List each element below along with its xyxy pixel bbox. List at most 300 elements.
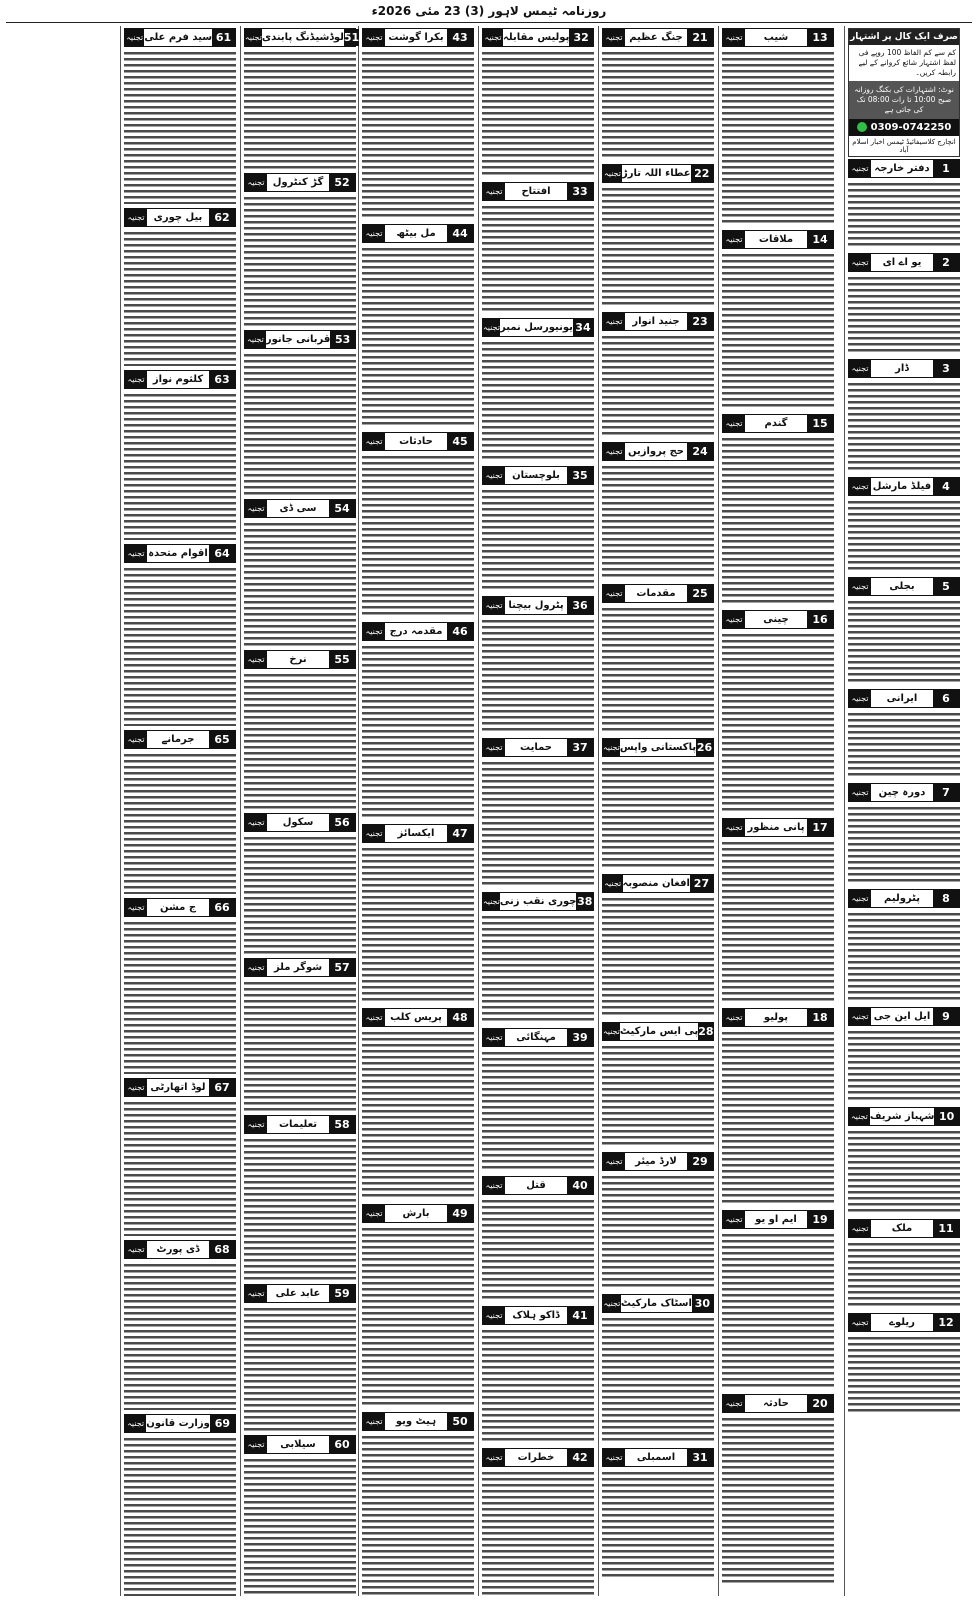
- masthead-date-line: روزنامہ ٹیمس لاہور (3) 23 مئی 2026ء: [371, 4, 607, 18]
- news-item: [244, 1284, 356, 1431]
- news-item-body-text: [362, 846, 474, 1004]
- news-item: [124, 898, 236, 1074]
- news-item-body-text: [848, 599, 960, 685]
- news-item-title: مہنگائی: [516, 1032, 556, 1043]
- news-item-title: ایرانی: [886, 693, 918, 704]
- news-tag-label: تجنیہ: [723, 1395, 745, 1412]
- news-item-number: 36: [567, 597, 593, 614]
- whatsapp-icon: [857, 122, 867, 132]
- news-item-title: بجلی: [889, 581, 915, 592]
- news-item-number: 18: [807, 1009, 833, 1026]
- column-separator: [844, 26, 845, 1596]
- news-tag-label: تجنیہ: [125, 731, 147, 748]
- news-tag-label: تجنیہ: [723, 819, 745, 836]
- news-item-body-text: [848, 1129, 960, 1215]
- news-item-number: 29: [687, 1153, 713, 1170]
- news-item: [362, 1412, 474, 1598]
- news-item-title: سی ڈی: [279, 503, 317, 514]
- news-item-title: نرخ: [289, 654, 307, 665]
- article-column: [362, 26, 474, 1596]
- news-item-number: 19: [807, 1211, 833, 1228]
- news-item-body-text: [848, 1241, 960, 1309]
- news-item-title: سید فرم علی: [144, 32, 213, 43]
- news-item-header: [362, 28, 474, 47]
- news-item-body-text: [482, 1198, 594, 1302]
- news-item: [482, 466, 594, 592]
- news-item-title: ڈاکو ہلاک: [512, 1310, 560, 1321]
- news-item-body-text: [848, 181, 960, 249]
- news-item-header: [244, 1435, 356, 1454]
- news-item: [244, 650, 356, 809]
- news-item-number: 26: [696, 741, 713, 754]
- news-item-number: 5: [933, 578, 959, 595]
- news-item: [124, 544, 236, 726]
- news-item-header: [722, 28, 834, 47]
- news-item-body-text: [482, 340, 594, 462]
- news-item-number: 39: [567, 1029, 593, 1046]
- news-tag-label: تجنیہ: [849, 890, 871, 907]
- news-item-title: ہیٹ ویو: [395, 1416, 437, 1427]
- news-item-header: [482, 466, 594, 485]
- news-tag-label: تجنیہ: [125, 1079, 147, 1096]
- promo-title: صرف ایک کال پر اشتہار: [849, 29, 959, 45]
- news-item: [848, 577, 960, 685]
- news-item: [602, 28, 714, 160]
- news-item-number: 32: [569, 29, 593, 46]
- news-item-header: [602, 164, 714, 183]
- news-tag-label: تجنیہ: [125, 371, 147, 388]
- news-item-title: دفتر خارجہ: [874, 163, 930, 174]
- news-item: [482, 1028, 594, 1172]
- news-item-header: [482, 596, 594, 615]
- news-item-title: ملک: [891, 1223, 913, 1234]
- news-item-number: 12: [933, 1314, 959, 1331]
- masthead-rule: [6, 22, 972, 23]
- news-item-number: 41: [567, 1307, 593, 1324]
- news-item-number: 16: [807, 611, 833, 628]
- news-tag-label: تجنیہ: [363, 825, 385, 842]
- news-tag-label: تجنیہ: [125, 1415, 146, 1432]
- news-item-header: [124, 898, 236, 917]
- news-item-title: پاکستانی واپس: [619, 742, 697, 753]
- news-item: [482, 738, 594, 888]
- news-item-title: مقدمات: [636, 588, 676, 599]
- news-item: [722, 230, 834, 410]
- news-tag-label: تجنیہ: [363, 433, 385, 450]
- news-tag-label: تجنیہ: [363, 623, 385, 640]
- news-item: [602, 1448, 714, 1580]
- promo-phone-number[interactable]: 0309-0742250: [870, 122, 952, 133]
- news-item: [362, 622, 474, 820]
- news-item-number: 23: [687, 313, 713, 330]
- news-item-number: 9: [933, 1008, 959, 1025]
- news-item-body-text: [722, 252, 834, 410]
- news-item: [602, 442, 714, 580]
- news-item: [244, 330, 356, 495]
- news-tag-label: تجنیہ: [245, 651, 267, 668]
- news-tag-label: تجنیہ: [603, 165, 622, 182]
- news-item-title: تعلیمات: [278, 1119, 318, 1130]
- article-column: [722, 26, 834, 1596]
- news-tag-label: تجنیہ: [125, 209, 147, 226]
- news-item-title: گندم: [764, 418, 788, 429]
- news-tag-label: تجنیہ: [363, 1009, 385, 1026]
- news-item-title: ایل این جی: [873, 1011, 931, 1022]
- news-item-number: 3: [933, 360, 959, 377]
- news-item-title: گڑ کنٹرول: [272, 177, 324, 188]
- news-item: [244, 1115, 356, 1280]
- news-item-title: ج مشن: [159, 902, 197, 913]
- news-tag-label: تجنیہ: [363, 1413, 385, 1430]
- news-tag-label: تجنیہ: [849, 160, 871, 177]
- news-item-number: 65: [209, 731, 235, 748]
- news-tag-label: تجنیہ: [483, 597, 505, 614]
- news-tag-label: تجنیہ: [483, 1177, 505, 1194]
- news-item-header: [602, 1022, 714, 1041]
- news-item: [124, 1078, 236, 1236]
- news-tag-label: تجنیہ: [245, 1116, 267, 1133]
- news-tag-label: تجنیہ: [603, 875, 623, 892]
- news-item-title: چوری نقب زنی: [499, 896, 577, 907]
- news-item: [362, 1204, 474, 1408]
- news-item: [602, 874, 714, 1018]
- news-item-header: [722, 1008, 834, 1027]
- news-tag-label: تجنیہ: [363, 1205, 385, 1222]
- article-column: [124, 26, 236, 1596]
- classified-promo-box: [848, 28, 960, 157]
- news-item-title: یو اے ای: [882, 257, 922, 268]
- news-item-number: 42: [567, 1449, 593, 1466]
- news-item-title: سیلابی: [280, 1439, 316, 1450]
- news-item: [722, 1394, 834, 1586]
- news-item-title: وزارت قانون: [146, 1418, 210, 1429]
- news-item-header: [602, 584, 714, 603]
- news-item-body-text: [244, 50, 356, 169]
- news-item-number: 35: [567, 467, 593, 484]
- article-column: [848, 26, 960, 1596]
- news-tag-label: تجنیہ: [603, 313, 625, 330]
- news-item: [244, 1435, 356, 1594]
- news-item-title: جرمانے: [161, 734, 195, 745]
- news-item-body-text: [124, 1100, 236, 1236]
- news-item-title: جنگ عظیم: [629, 32, 683, 43]
- news-tag-label: تجنیہ: [245, 174, 267, 191]
- news-item-header: [722, 414, 834, 433]
- news-item-title: حمایت: [519, 742, 552, 753]
- news-item-header: [362, 432, 474, 451]
- news-item-header: [848, 253, 960, 272]
- news-item-number: 52: [329, 174, 355, 191]
- news-item-title: بکرا گوشت: [388, 32, 444, 43]
- news-item-header: [722, 610, 834, 629]
- news-item-body-text: [602, 334, 714, 438]
- news-item: [482, 1306, 594, 1444]
- news-item-title: فیلڈ مارشل: [872, 481, 932, 492]
- news-item-body-text: [244, 1457, 356, 1594]
- news-item: [848, 1219, 960, 1309]
- news-item-header: [848, 1313, 960, 1332]
- news-item-header: [848, 359, 960, 378]
- news-item-number: 22: [691, 165, 713, 182]
- news-item-body-text: [722, 1416, 834, 1586]
- article-column: [244, 26, 360, 1596]
- news-item-number: 69: [210, 1415, 235, 1432]
- news-item-title: کلثوم نواز: [152, 374, 204, 385]
- news-item-number: 40: [567, 1177, 593, 1194]
- news-item: [124, 208, 236, 366]
- news-item-body-text: [722, 1232, 834, 1390]
- news-item-number: 30: [692, 1295, 713, 1312]
- news-item-number: 20: [807, 1395, 833, 1412]
- news-item-body-text: [482, 760, 594, 888]
- news-item-header: [244, 1115, 356, 1134]
- news-item-title: ایکسائز: [397, 828, 435, 839]
- news-item-number: 49: [447, 1205, 473, 1222]
- news-item-number: 45: [447, 433, 473, 450]
- news-item-title: افغان منصوبہ: [622, 878, 690, 889]
- news-item-body-text: [602, 606, 714, 734]
- news-item-number: 68: [209, 1241, 235, 1258]
- news-tag-label: تجنیہ: [125, 29, 144, 46]
- news-tag-label: تجنیہ: [603, 585, 625, 602]
- news-item-header: [482, 318, 594, 337]
- news-item: [848, 889, 960, 1003]
- news-item-number: 64: [209, 545, 235, 562]
- news-tag-label: تجنیہ: [723, 231, 745, 248]
- news-item-header: [124, 1414, 236, 1433]
- news-item-number: 54: [329, 500, 355, 517]
- news-item-number: 10: [934, 1108, 959, 1125]
- news-tag-label: تجنیہ: [603, 1449, 625, 1466]
- news-item-title: حج پروازیں: [627, 446, 685, 457]
- news-item-body-text: [244, 352, 356, 495]
- news-item-title: پی ایس مارکیٹ: [619, 1026, 699, 1037]
- news-tag-label: تجنیہ: [723, 29, 745, 46]
- news-item: [482, 318, 594, 462]
- news-tag-label: تجنیہ: [483, 1029, 505, 1046]
- news-tag-label: تجنیہ: [603, 1153, 625, 1170]
- news-item-number: 7: [933, 784, 959, 801]
- news-item-body-text: [482, 1050, 594, 1172]
- news-item-title: خطرات: [517, 1452, 555, 1463]
- news-tag-label: تجنیہ: [125, 899, 147, 916]
- news-item-title: بلوچستان: [512, 470, 560, 481]
- promo-note: نوٹ: اشتہارات کی بکنگ روزانہ صبح 10:00 تا رات 08:00 تک کی جاتی ہے: [849, 81, 959, 119]
- news-tag-label: تجنیہ: [245, 1285, 267, 1302]
- news-item-body-text: [722, 50, 834, 226]
- news-tag-label: تجنیہ: [245, 29, 262, 46]
- news-item-title: عابد علی: [275, 1288, 321, 1299]
- column-separator: [598, 26, 599, 1596]
- news-item-title: ملاقات: [758, 234, 794, 245]
- news-item-header: [848, 477, 960, 496]
- news-tag-label: تجنیہ: [483, 1307, 505, 1324]
- news-item-number: 46: [447, 623, 473, 640]
- news-item-body-text: [848, 1335, 960, 1415]
- news-item-body-text: [124, 752, 236, 894]
- news-tag-label: تجنیہ: [483, 29, 503, 46]
- news-item: [124, 1240, 236, 1410]
- news-item-number: 50: [447, 1413, 473, 1430]
- column-separator: [240, 26, 241, 1596]
- news-item-body-text: [362, 246, 474, 428]
- news-item-header: [848, 889, 960, 908]
- news-item-title: اقوام متحدہ: [148, 548, 208, 559]
- promo-phone[interactable]: [849, 119, 959, 136]
- news-item: [244, 813, 356, 954]
- news-item: [362, 28, 474, 220]
- news-item-body-text: [124, 50, 236, 204]
- news-item-header: [602, 28, 714, 47]
- news-item-body-text: [482, 1328, 594, 1444]
- news-item-number: 6: [933, 690, 959, 707]
- news-item-title: یونیورسل نمبر: [500, 322, 573, 333]
- news-item-body-text: [244, 1306, 356, 1431]
- news-tag-label: تجنیہ: [125, 1241, 147, 1258]
- news-item-body-text: [602, 1174, 714, 1290]
- news-item-header: [848, 689, 960, 708]
- news-item-body-text: [722, 632, 834, 814]
- news-item-header: [848, 1107, 960, 1126]
- news-item-body-text: [482, 1470, 594, 1598]
- news-item-header: [244, 330, 356, 349]
- news-item: [722, 414, 834, 606]
- news-item-body-text: [482, 488, 594, 592]
- news-item-title: لوڈ اتھارٹی: [150, 1082, 206, 1093]
- news-item-header: [362, 824, 474, 843]
- news-item-body-text: [722, 840, 834, 1004]
- news-item-number: 4: [933, 478, 959, 495]
- news-item-body-text: [602, 50, 714, 160]
- news-item-title: ریلوے: [889, 1317, 915, 1328]
- news-item-body-text: [362, 1226, 474, 1408]
- news-tag-label: تجنیہ: [245, 814, 267, 831]
- news-item-number: 48: [447, 1009, 473, 1026]
- news-item-header: [722, 818, 834, 837]
- news-item-body-text: [362, 454, 474, 618]
- column-separator: [120, 26, 121, 1596]
- news-item-header: [124, 1240, 236, 1259]
- news-item-number: 34: [573, 319, 593, 336]
- news-item-body-text: [602, 760, 714, 870]
- news-item-number: 59: [329, 1285, 355, 1302]
- news-item-number: 47: [447, 825, 473, 842]
- news-item: [602, 164, 714, 308]
- news-tag-label: تجنیہ: [849, 690, 871, 707]
- news-item: [362, 824, 474, 1004]
- news-item-header: [602, 312, 714, 331]
- news-item-body-text: [848, 499, 960, 573]
- news-item-header: [244, 173, 356, 192]
- news-item-body-text: [722, 1030, 834, 1206]
- news-item-header: [482, 892, 594, 911]
- news-item-number: 11: [933, 1220, 959, 1237]
- promo-footer: انچارج کلاسیفائیڈ ٹیمس اخبار اسلام آباد: [852, 138, 956, 154]
- news-item: [244, 958, 356, 1111]
- news-item-header: [848, 1007, 960, 1026]
- news-item-header: [244, 1284, 356, 1303]
- news-tag-label: تجنیہ: [245, 500, 267, 517]
- news-tag-label: تجنیہ: [603, 739, 620, 756]
- news-tag-label: تجنیہ: [849, 1220, 871, 1237]
- news-item-title: شوگر ملز: [273, 962, 323, 973]
- news-item: [362, 1008, 474, 1200]
- news-item: [482, 1448, 594, 1598]
- news-item-number: 33: [567, 183, 593, 200]
- news-item-body-text: [362, 1030, 474, 1200]
- news-item-title: افتتاح: [521, 186, 551, 197]
- news-item: [362, 224, 474, 428]
- news-item-number: 53: [330, 331, 355, 348]
- news-tag-label: تجنیہ: [849, 1314, 871, 1331]
- news-tag-label: تجنیہ: [603, 29, 625, 46]
- news-item: [124, 730, 236, 894]
- news-item-body-text: [362, 644, 474, 820]
- news-item-number: 13: [807, 29, 833, 46]
- news-item-header: [244, 958, 356, 977]
- news-item: [244, 173, 356, 326]
- news-item-body-text: [848, 381, 960, 473]
- news-item-body-text: [244, 195, 356, 326]
- news-tag-label: تجنیہ: [483, 183, 505, 200]
- news-item-body-text: [602, 896, 714, 1018]
- news-item-header: [602, 738, 714, 757]
- news-tag-label: تجنیہ: [723, 1211, 745, 1228]
- news-item-header: [848, 159, 960, 178]
- news-item-title: ڈی پورٹ: [156, 1244, 200, 1255]
- news-item-number: 62: [209, 209, 235, 226]
- news-item-body-text: [722, 436, 834, 606]
- news-item-number: 1: [933, 160, 959, 177]
- news-item-number: 21: [687, 29, 713, 46]
- news-item: [602, 1294, 714, 1444]
- news-item-number: 37: [567, 739, 593, 756]
- news-item: [602, 312, 714, 438]
- news-item-number: 66: [209, 899, 235, 916]
- news-item-body-text: [482, 618, 594, 734]
- news-item-title: حادثات: [399, 436, 433, 447]
- news-item-header: [362, 622, 474, 641]
- news-tag-label: تجنیہ: [245, 959, 267, 976]
- news-tag-label: تجنیہ: [723, 415, 745, 432]
- news-item-number: 61: [212, 29, 235, 46]
- news-item-title: پریس کلب: [390, 1012, 442, 1023]
- news-item-number: 44: [447, 225, 473, 242]
- promo-body: کم سے کم الفاظ 100 روپے فی لفظ اشتہار شائع کروانے کے لیے رابطہ کریں۔: [858, 48, 956, 77]
- news-item-header: [848, 1219, 960, 1238]
- news-item-number: 31: [687, 1449, 713, 1466]
- news-item-title: دورہ چین: [878, 787, 926, 798]
- news-item-title: مل بیٹھ: [396, 228, 436, 239]
- news-item-title: بارش: [402, 1208, 430, 1219]
- news-item-header: [482, 1028, 594, 1047]
- news-item-number: 63: [209, 371, 235, 388]
- news-item: [362, 432, 474, 618]
- news-item-number: 15: [807, 415, 833, 432]
- news-item-number: 67: [209, 1079, 235, 1096]
- news-tag-label: تجنیہ: [849, 360, 871, 377]
- news-item-body-text: [602, 1470, 714, 1580]
- news-item-title: شہباز شریف: [869, 1111, 935, 1122]
- news-item: [244, 28, 360, 169]
- news-item-header: [124, 544, 236, 563]
- news-item-header: [602, 442, 714, 461]
- news-item: [848, 477, 960, 573]
- news-item: [124, 370, 236, 540]
- news-item-header: [244, 499, 356, 518]
- news-item-number: 24: [687, 443, 713, 460]
- news-item: [482, 28, 594, 178]
